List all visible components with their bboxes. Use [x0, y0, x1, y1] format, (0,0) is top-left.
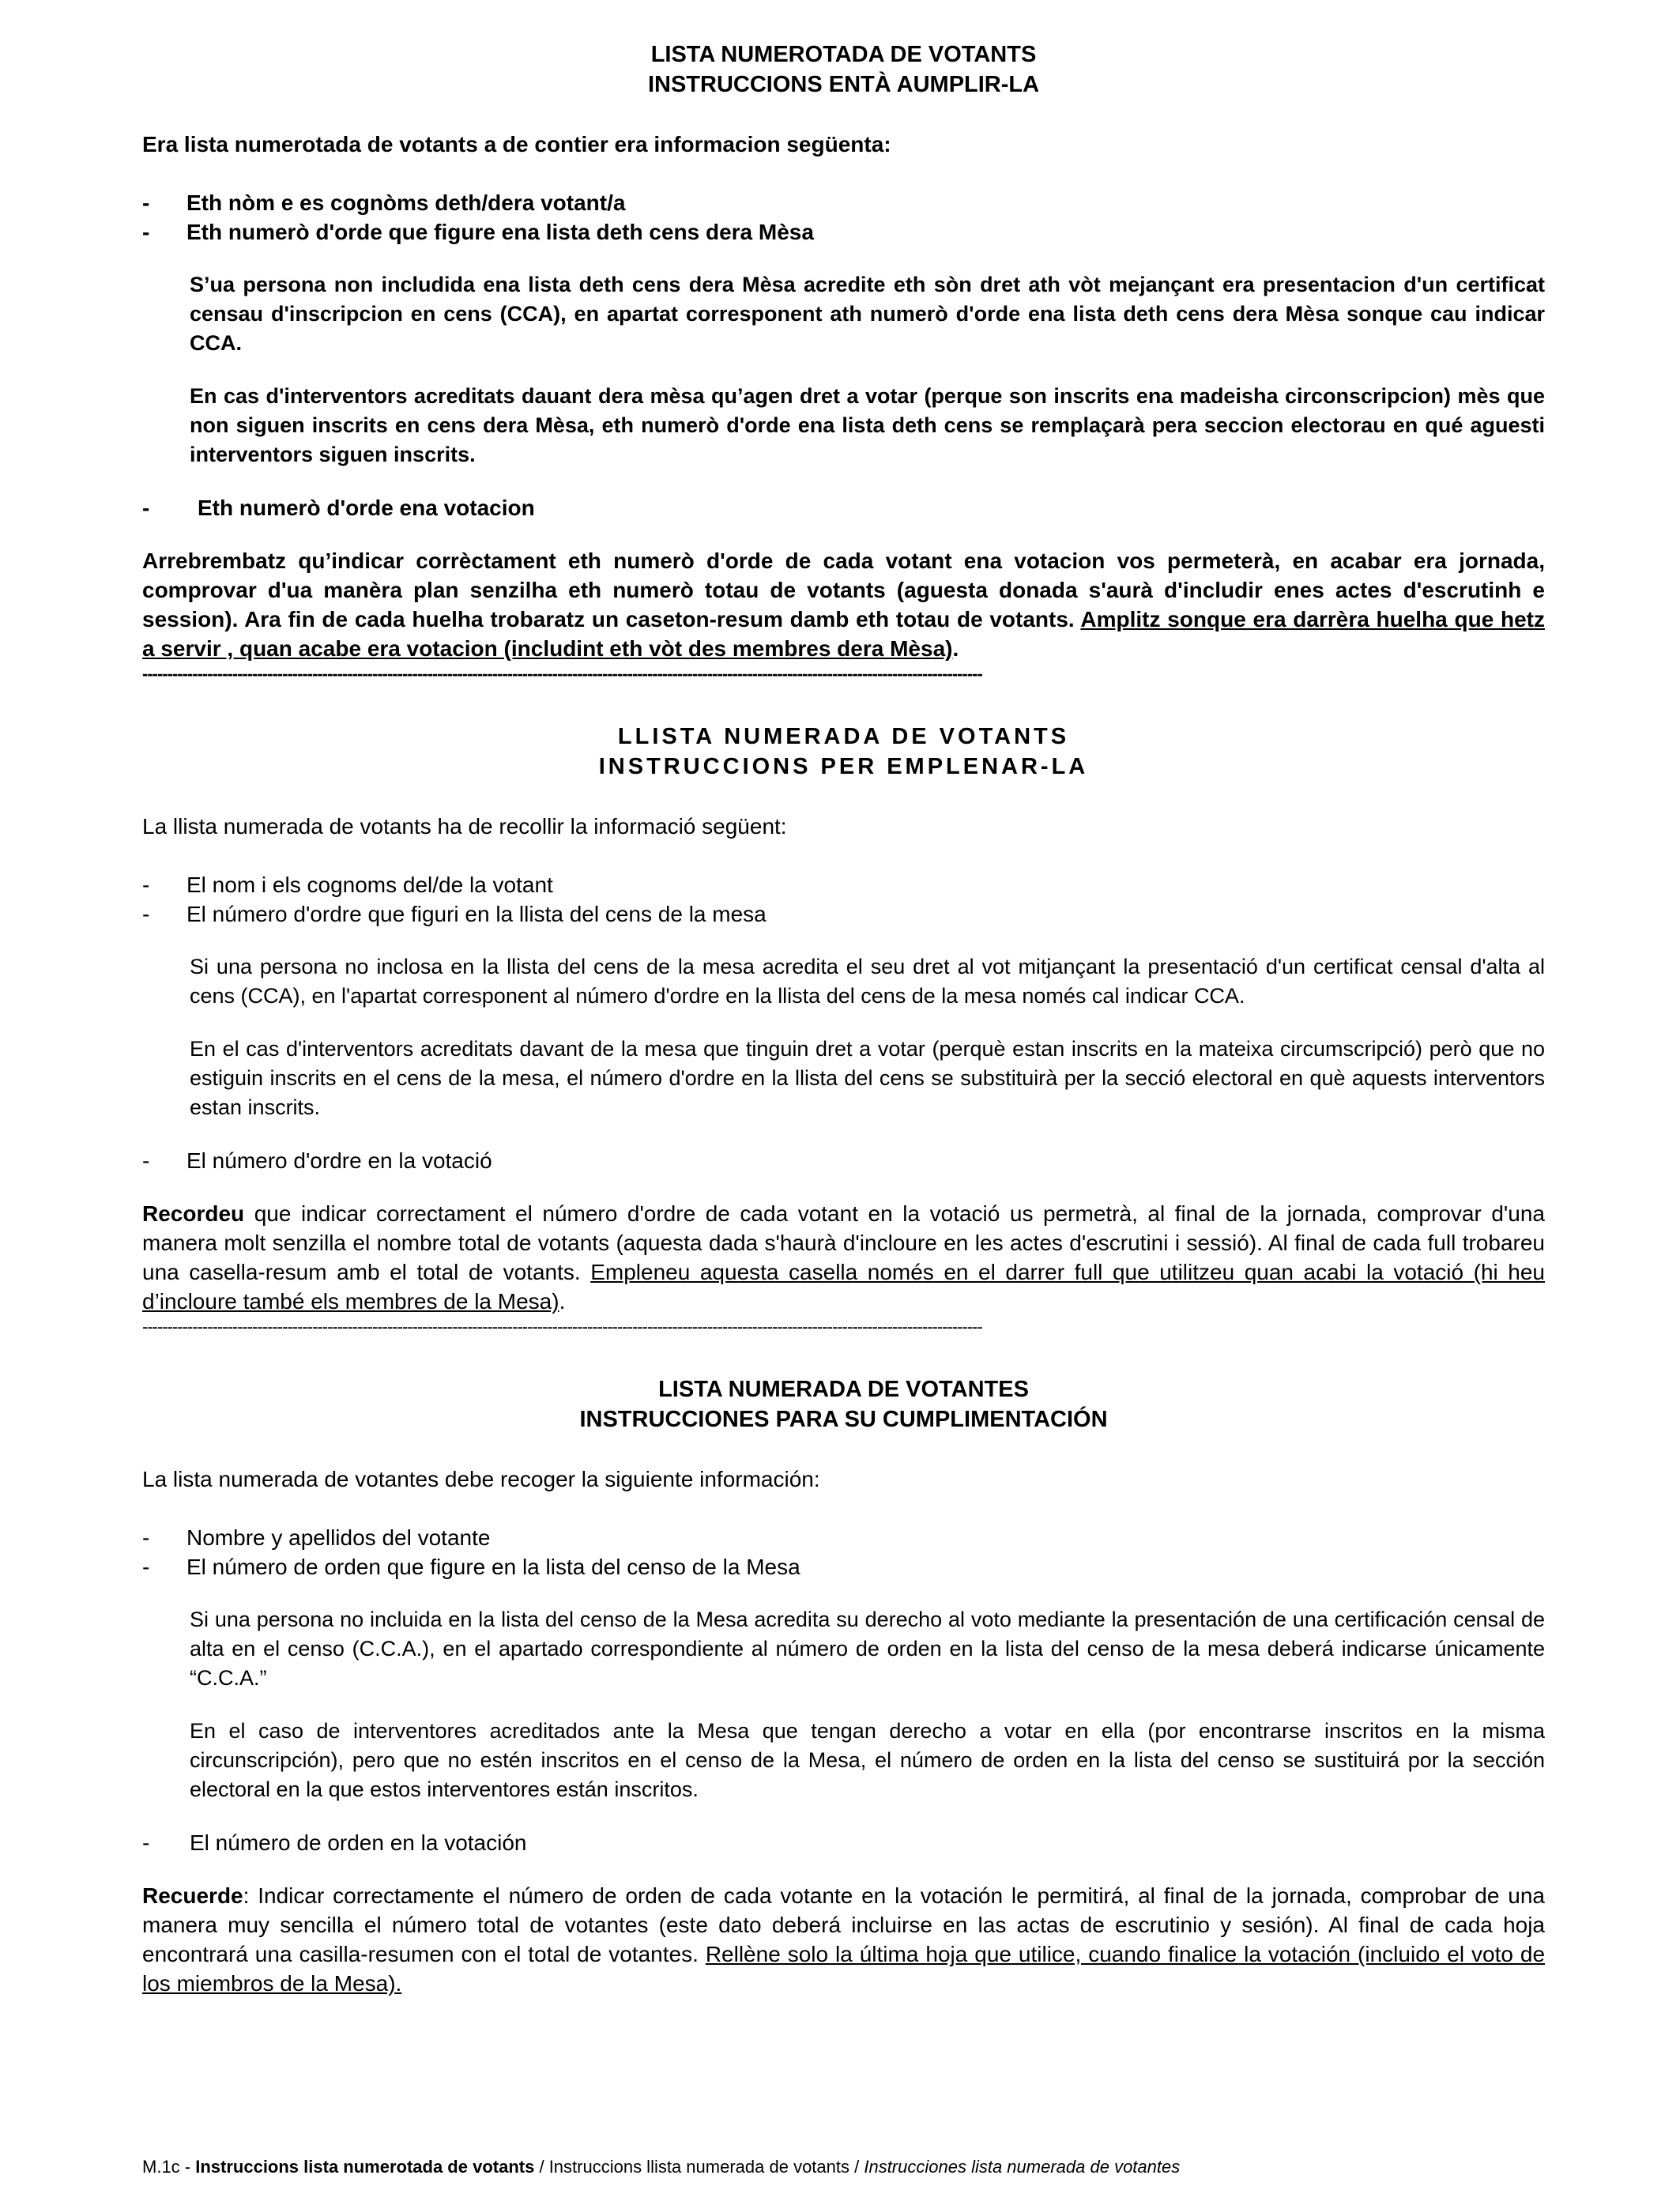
list-item: - Eth nòm e es cognòms deth/dera votant/a	[142, 190, 626, 215]
footer-spanish-title: Instrucciones lista numerada de votantes	[864, 2157, 1181, 2177]
intro-text: Era lista numerotada de votants a de contier era informacion següenta:	[142, 132, 891, 156]
sub-paragraph: En cas d'interventors acreditats dauant dera mèsa qu’agen dret a votar (perque son inscrits ena madeisha circonscripcion) mès que non siguen inscrits en cens dera Mèsa, eth numerò d'orde ena lista deth cens se remplaçarà pera seccion electorau en qué aguesti interventors siguen inscrits.	[190, 384, 1545, 466]
sub-paragraph: S’ua persona non includida ena lista deth cens dera Mèsa acredite eth sòn dret ath vòt mejançant era presentacion d'un certificat censau d'inscripcion en cens (CCA), en apartat corresponent ath numerò d'orde ena lista deth cens dera Mèsa sonque cau indicar CCA.	[190, 273, 1545, 355]
section-title: LLISTA NUMERADA DE VOTANTS	[617, 724, 1070, 749]
sub-paragraph: En el cas d'interventors acreditats davant de la mesa que tinguin dret a votar (perquè estan inscrits en la mateixa circumscripció) però que no estiguin inscrits en el cens de la mesa, el número d'ordre en la llista del cens se substituirà per la secció electoral en què aquests interventors estan inscrits.	[190, 1037, 1545, 1119]
section-spanish	[142, 1374, 1545, 1998]
list-item: - El número d'ordre que figuri en la llista del cens de la mesa	[142, 902, 767, 926]
list-item: - Nombre y apellidos del votante	[142, 1525, 491, 1550]
intro-text: La lista numerada de votantes debe recoger la siguiente información:	[142, 1467, 820, 1491]
list-item: - El número de orden en la votación	[142, 1830, 527, 1855]
section-title: LISTA NUMEROTADA DE VOTANTS	[650, 42, 1037, 67]
section-subtitle: INSTRUCCIONS PER EMPLENAR-LA	[598, 754, 1089, 779]
sub-paragraph: Si una persona no incluida en la lista del censo de la Mesa acredita su derecho al voto mediante la presentación de una certificación censal de alta en el censo (C.C.A.), en el apartado correspondiente al número de orden en la lista del censo de la mesa deberá indicarse únicamente “C.C.A.”	[190, 1608, 1545, 1690]
footer-catalan-title: Instruccions llista numerada de votants	[548, 2157, 849, 2177]
reminder-paragraph: Recuerde: Indicar correctamente el número de orden de cada votante en la votación le permitirá, al final de la jornada, comprobar de una manera muy sencilla el número total de votantes (este dato deberá incluirse en las actas de escrutinio y sesión). Al final de cada hoja encontrará una casilla-resumen con el total de votantes. Rellène solo la última hoja que utilice, cuando finalice la votación (incluido el voto de los miembros de la Mesa).	[142, 1883, 1546, 1996]
section-subtitle: INSTRUCCIONES PARA SU CUMPLIMENTACIÓN	[579, 1407, 1108, 1432]
document-page	[142, 40, 1545, 1998]
footer-aranese-title: Instruccions lista numerotada de votants	[195, 2157, 535, 2177]
sub-paragraph: Si una persona no inclosa en la llista del cens de la mesa acredita el seu dret al vot mitjançant la presentació d'un certificat censal d'alta al cens (CCA), en l'apartat corresponent al número d'ordre en la llista del cens de la mesa només cal indicar CCA.	[190, 955, 1545, 1008]
list-item: - Eth numerò d'orde que figure ena lista deth cens dera Mèsa	[142, 220, 814, 244]
footer-code: M.1c -	[142, 2157, 196, 2177]
list-item: - Eth numerò d'orde ena votacion	[142, 496, 535, 520]
section-title: LISTA NUMERADA DE VOTANTES	[658, 1377, 1029, 1402]
sub-paragraph: En el caso de interventores acreditados ante la Mesa que tengan derecho a votar en ella (por encontrarse inscritos en la misma circunscripción), pero que no estén inscritos en el censo de la Mesa, el número de orden en la lista del censo se sustituirá por la sección electoral en la que estos interventores están inscritos.	[190, 1719, 1545, 1801]
separator-line: ------------------------------------------------------------------------------------------------------------------------------------------------------------------------	[142, 666, 982, 682]
section-catalan	[142, 722, 1545, 1335]
reminder-paragraph: Recordeu que indicar correctament el número d'ordre de cada votant en la votació us permetrà, al final de la jornada, comprovar d'una manera molt senzilla el nombre total de votants (aquesta dada s'haurà d'incloure en les actes d'escrutini i sessió). Al final de cada full trobareu una casella-resum amb el total de votants. Empleneu aquesta casella només en el darrer full que utilitzeu quan acabi la votació (hi heu d’incloure també els membres de la Mesa).	[142, 1201, 1546, 1314]
section-subtitle: INSTRUCCIONS ENTÀ AUMPLIR-LA	[647, 72, 1040, 97]
separator-line: ------------------------------------------------------------------------------------------------------------------------------------------------------------------------	[142, 1319, 982, 1335]
page-footer: M.1c - Instruccions lista numerotada de votants / Instruccions llista numerada de votants / Instrucciones lista numerada de votantes	[142, 2157, 1181, 2177]
intro-text: La llista numerada de votants ha de recollir la informació següent:	[142, 814, 787, 839]
list-item: - El número de orden que figure en la lista del censo de la Mesa	[142, 1555, 800, 1579]
list-item: - El nom i els cognoms del/de la votant	[142, 873, 553, 897]
reminder-paragraph: Arrebrembatz qu’indicar corrèctament eth numerò d'orde de cada votant ena votacion vos permeterà, en acabar era jornada, comprovar d'ua manèra plan senzilha eth numerò totau de votants (aguesta donada s'aurà d'includir enes actes d'escrutinh e session). Ara fin de cada huelha trobaratz un caseton-resum damb eth totau de votants. Amplitz sonque era darrèra huelha que hetz a servir , quan acabe era votacion (includint eth vòt des membres dera Mèsa).	[142, 548, 1545, 661]
section-aranese	[142, 40, 1545, 682]
list-item: - El número d'ordre en la votació	[142, 1148, 492, 1173]
